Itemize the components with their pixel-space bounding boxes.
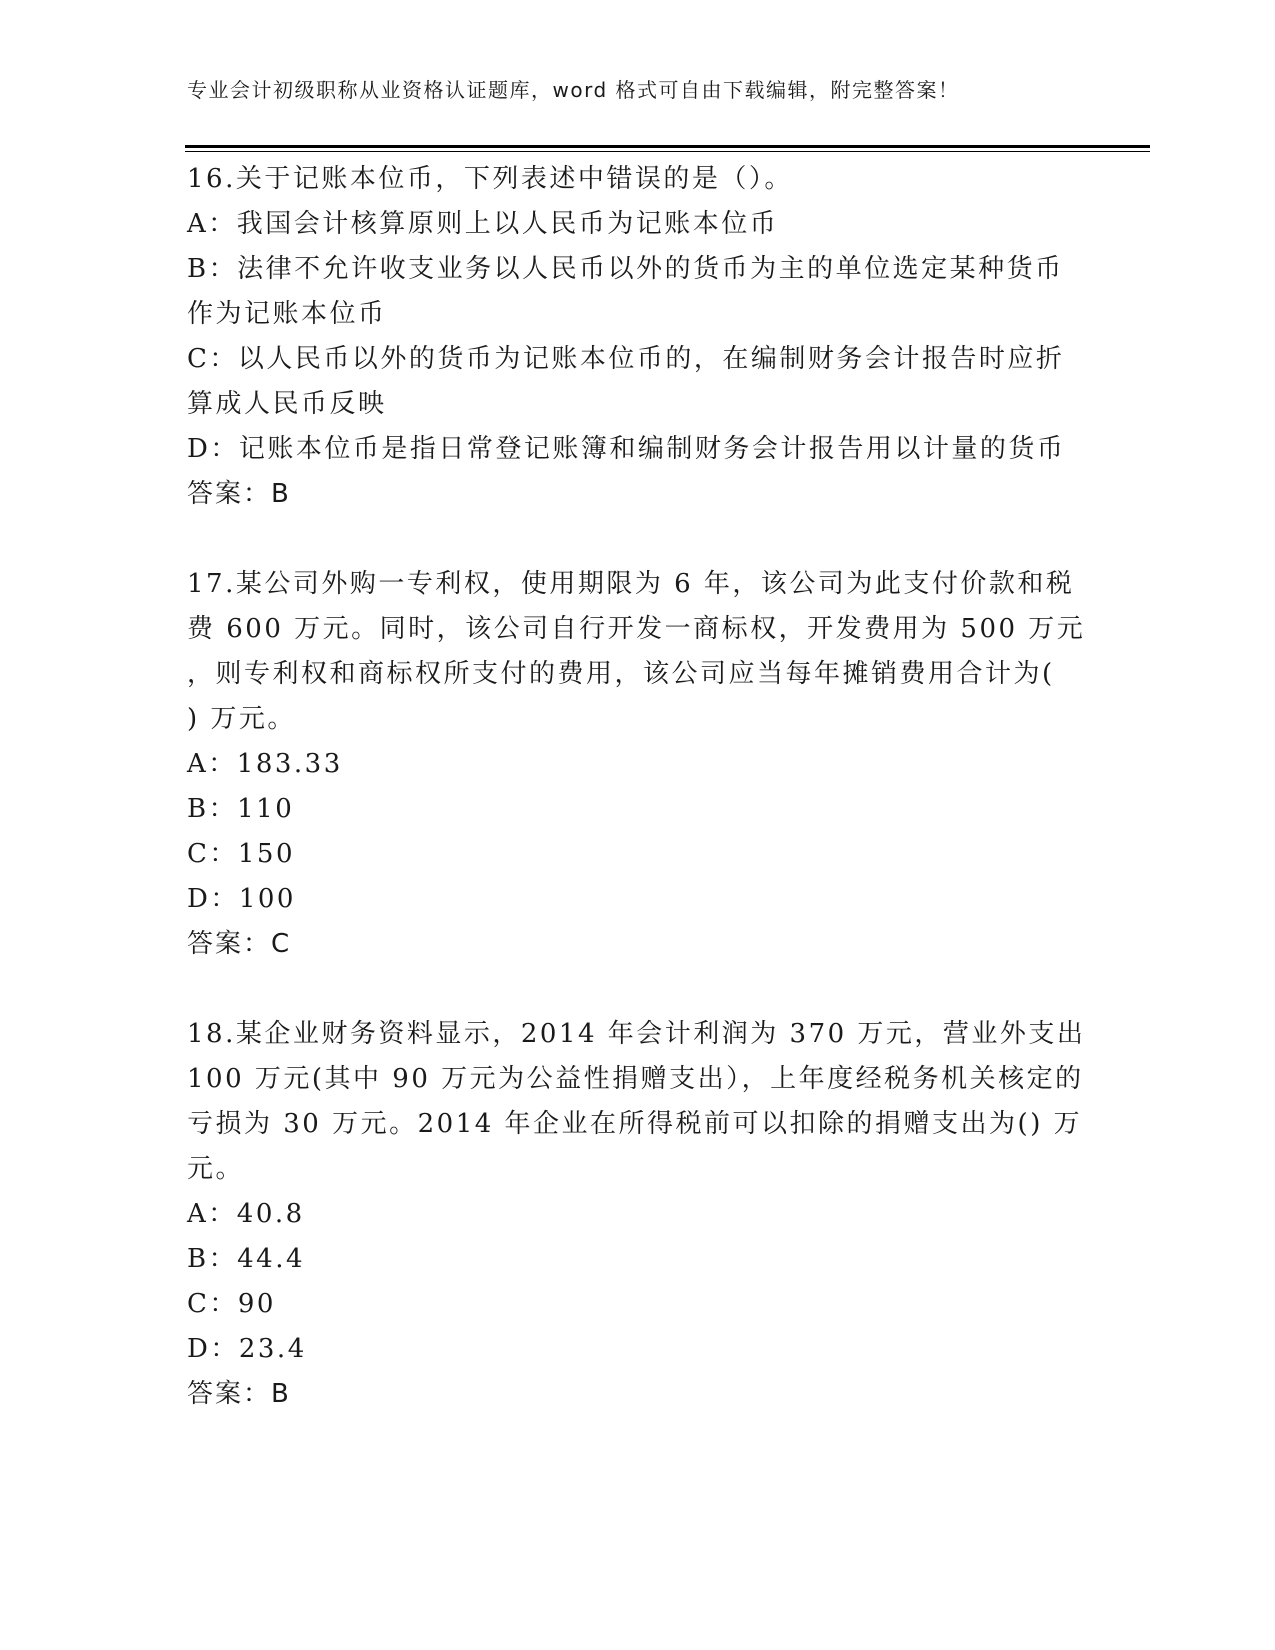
question-16 [187,157,1087,517]
answer-line: 答案：C [187,929,292,959]
option-b-continued: 作为记账本位币 [187,299,387,329]
question-stem-continued: ) 万元。 [187,704,296,734]
question-stem-continued: 100 万元(其中 90 万元为公益性捐赠支出），上年度经税务机关核定的 [187,1064,1084,1094]
question-stem-continued: 费 600 万元。同时，该公司自行开发一商标权，开发费用为 500 万元 [187,614,1086,644]
question-stem-continued: 亏损为 30 万元。2014 年企业在所得税前可以扣除的捐赠支出为() 万 [187,1109,1083,1139]
header-rule-thin [185,151,1150,152]
option-d: D：记账本位币是指日常登记账簿和编制财务会计报告用以计量的货币 [187,434,1066,464]
option-a: A：40.8 [187,1199,305,1229]
header-rule-thick [185,145,1150,148]
question-stem: 16.关于记账本位币，下列表述中错误的是（）。 [187,164,793,194]
option-c: C：150 [187,839,296,869]
question-stem-continued: 元。 [187,1154,245,1184]
answer-line: 答案：B [187,479,291,509]
option-b: B：44.4 [187,1244,305,1274]
question-stem: 17.某公司外购一专利权，使用期限为 6 年，该公司为此支付价款和税 [187,569,1075,599]
page-header: 专业会计初级职称从业资格认证题库，word 格式可自由下载编辑，附完整答案！ [187,78,960,102]
question-17 [187,562,1087,967]
option-c-continued: 算成人民币反映 [187,389,387,419]
option-d: D：100 [187,884,296,914]
option-c: C：以人民币以外的货币为记账本位币的，在编制财务会计报告时应折 [187,344,1065,374]
option-b: B：法律不允许收支业务以人民币以外的货币为主的单位选定某种货币 [187,254,1064,284]
option-d: D：23.4 [187,1334,307,1364]
option-b: B：110 [187,794,295,824]
option-a: A：183.33 [187,749,343,779]
option-a: A：我国会计核算原则上以人民币为记账本位币 [187,209,779,239]
question-list [187,157,1087,1417]
question-stem: 18.某企业财务资料显示，2014 年会计利润为 370 万元，营业外支出 [187,1019,1086,1049]
question-stem-continued: ，则专利权和商标权所支付的费用，该公司应当每年摊销费用合计为( [187,659,1055,689]
option-c: C：90 [187,1289,276,1319]
answer-line: 答案：B [187,1379,291,1409]
question-18 [187,1012,1087,1417]
